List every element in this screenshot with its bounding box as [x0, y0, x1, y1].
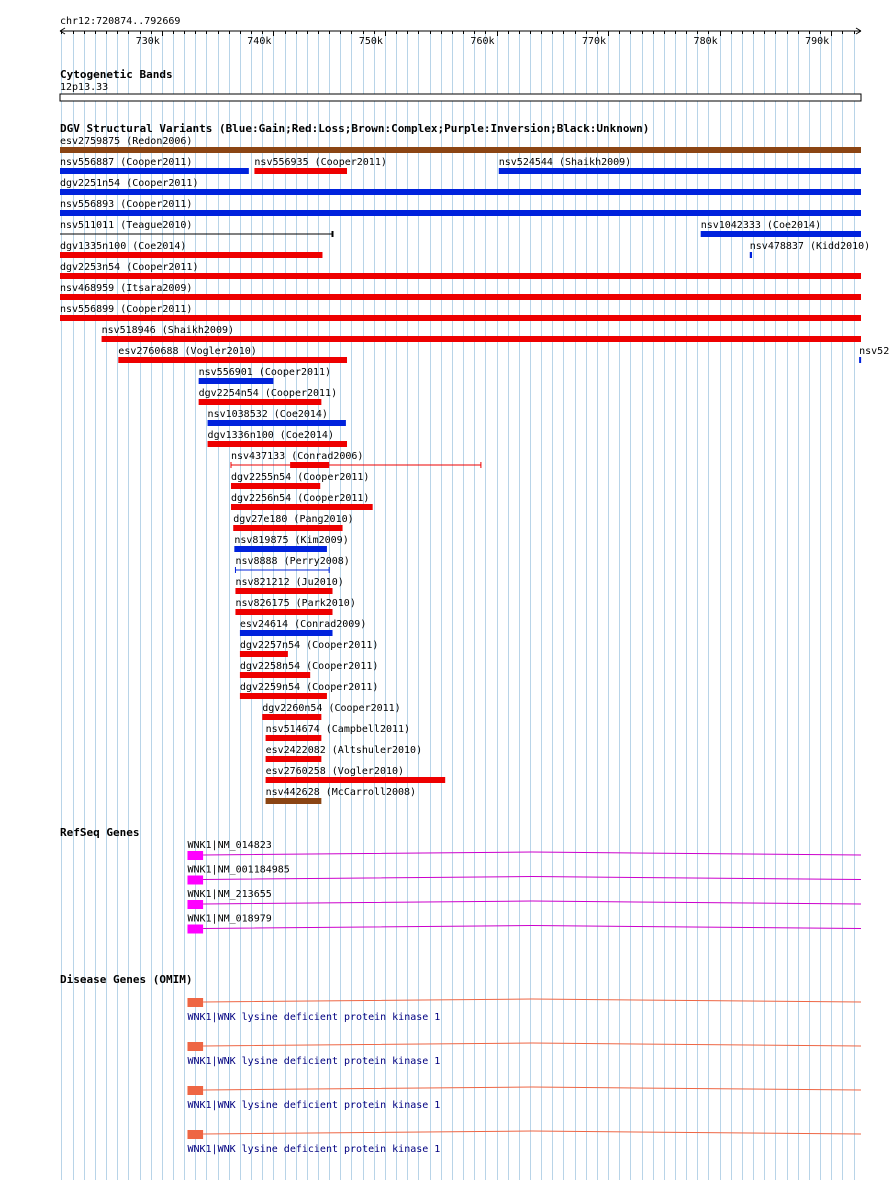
dgv-variant-bar	[254, 168, 347, 174]
ruler-tick-label: 750k	[358, 36, 383, 47]
omim-gene[interactable]	[187, 1130, 861, 1155]
refseq-transcript[interactable]	[187, 889, 861, 909]
dgv-variant[interactable]	[266, 724, 411, 741]
dgv-variant-bar	[266, 756, 322, 762]
omim-exon	[187, 998, 203, 1007]
dgv-variant[interactable]	[60, 220, 333, 237]
dgv-variant-label: nsv468959 (Itsara2009)	[60, 283, 193, 294]
cytoband-bar[interactable]	[60, 94, 861, 101]
dgv-variant-bar	[266, 777, 446, 783]
dgv-track-title: DGV Structural Variants (Blue:Gain;Red:Loss;Brown:Complex;Purple:Inversion;Black:Unknown)	[60, 122, 650, 135]
dgv-variant-bar	[199, 378, 274, 384]
omim-intron-line	[203, 1131, 861, 1134]
dgv-variant-label: esv2759875 (Redon2006)	[60, 136, 193, 147]
dgv-variant[interactable]	[235, 577, 343, 594]
refseq-intron-line	[203, 926, 861, 929]
dgv-variant-bar	[231, 483, 320, 489]
dgv-variant-label: nsv524544 (Shaikh2009)	[498, 157, 632, 168]
dgv-variant-bar	[266, 798, 322, 804]
dgv-variant-label: nsv556901 (Cooper2011)	[198, 367, 332, 378]
ruler-tick-label: 780k	[693, 36, 718, 47]
dgv-variant[interactable]	[60, 304, 861, 321]
dgv-variant[interactable]	[231, 493, 373, 510]
dgv-variant[interactable]	[240, 661, 378, 678]
dgv-variant-label: nsv514674 (Campbell2011)	[265, 724, 411, 735]
dgv-variant-bar	[499, 168, 861, 174]
dgv-variant-bar	[199, 399, 322, 405]
dgv-variant[interactable]	[266, 745, 423, 762]
dgv-variant[interactable]	[199, 388, 337, 405]
dgv-variant[interactable]	[231, 472, 369, 489]
dgv-variant-label: nsv437133 (Conrad2006)	[230, 451, 364, 462]
dgv-variant-label: nsv518946 (Shaikh2009)	[101, 325, 235, 336]
dgv-variant[interactable]	[240, 682, 378, 699]
coordinate-ruler	[60, 16, 861, 47]
refseq-intron-line	[203, 877, 861, 880]
dgv-variant-label: nsv556893 (Cooper2011)	[60, 199, 193, 210]
dgv-variant-bar	[240, 630, 333, 636]
dgv-variant[interactable]	[254, 157, 386, 174]
omim-gene[interactable]	[187, 998, 861, 1023]
cytoband-track-title: Cytogenetic Bands	[60, 68, 173, 81]
refseq-transcript-label: WNK1|NM_213655	[187, 889, 272, 900]
dgv-variant-bar	[60, 252, 322, 258]
dgv-variant-bar	[234, 546, 327, 552]
dgv-variant-bar	[60, 147, 861, 153]
dgv-variant-label: dgv2257n54 (Cooper2011)	[239, 640, 379, 651]
dgv-variant-bar	[233, 525, 342, 531]
dgv-variant-label: nsv556887 (Cooper2011)	[60, 157, 193, 168]
dgv-variant[interactable]	[233, 514, 353, 531]
dgv-variant-label: dgv2259n54 (Cooper2011)	[239, 682, 379, 693]
cytoband-label: 12p13.33	[60, 82, 109, 93]
dgv-variant-label: nsv556935 (Cooper2011)	[254, 157, 387, 168]
dgv-variant[interactable]	[240, 619, 366, 636]
dgv-variant-label: esv2422082 (Altshuler2010)	[265, 745, 423, 756]
refseq-exon	[187, 925, 203, 934]
dgv-variant[interactable]	[231, 451, 481, 468]
dgv-variant-bar	[235, 609, 332, 615]
dgv-variant[interactable]	[60, 199, 861, 216]
omim-intron-line	[203, 1043, 861, 1046]
dgv-variant[interactable]	[234, 535, 348, 552]
refseq-exon	[187, 876, 203, 885]
omim-gene[interactable]	[187, 1042, 861, 1067]
omim-track-title: Disease Genes (OMIM)	[60, 973, 193, 986]
dgv-variant-label: dgv1335n100 (Coe2014)	[60, 241, 187, 252]
dgv-variant-bar	[102, 336, 861, 342]
dgv-variant-label: dgv2255n54 (Cooper2011)	[230, 472, 370, 483]
dgv-variant-bar	[750, 252, 752, 258]
refseq-intron-line	[203, 901, 861, 904]
refseq-exon	[187, 900, 203, 909]
dgv-variant[interactable]	[60, 283, 861, 300]
omim-gene-label: WNK1|WNK lysine deficient protein kinase 1	[187, 1012, 441, 1023]
dgv-variant[interactable]	[499, 157, 861, 174]
dgv-variant-label: dgv1336n100 (Coe2014)	[207, 430, 334, 441]
dgv-variant[interactable]	[235, 556, 349, 573]
dgv-variant-label: nsv478837 (Kidd2010)	[749, 241, 871, 252]
dgv-variant-bar	[235, 588, 332, 594]
ruler-tick-label: 790k	[805, 36, 830, 47]
dgv-variant[interactable]	[60, 178, 861, 195]
dgv-variant-bar	[208, 420, 346, 426]
refseq-intron-line	[203, 852, 861, 855]
dgv-variant[interactable]	[235, 598, 355, 615]
refseq-transcript-label: WNK1|NM_018979	[187, 913, 272, 925]
ruler-tick-label: 740k	[247, 36, 272, 47]
dgv-variant-label: dgv2254n54 (Cooper2011)	[198, 388, 338, 399]
dgv-variant-label: nsv8888 (Perry2008)	[235, 556, 350, 567]
refseq-track	[60, 826, 861, 934]
dgv-variant-label: nsv556899 (Cooper2011)	[60, 304, 193, 315]
dgv-variant-bar	[208, 441, 347, 447]
omim-intron-line	[203, 1087, 861, 1090]
dgv-variant[interactable]	[208, 430, 347, 447]
dgv-variant[interactable]	[859, 346, 889, 363]
dgv-variant-label: dgv2256n54 (Cooper2011)	[230, 493, 370, 504]
dgv-variant-bar	[701, 231, 861, 237]
omim-exon	[187, 1130, 203, 1139]
omim-exon	[187, 1086, 203, 1095]
dgv-variant-label: nsv819875 (Kim2009)	[234, 535, 349, 546]
dgv-variant-bar	[859, 357, 861, 363]
dgv-variant-bar	[240, 693, 327, 699]
refseq-transcript-label: WNK1|NM_014823	[187, 840, 272, 851]
dgv-variant-label: esv2760688 (Vogler2010)	[118, 346, 257, 357]
dgv-variant-bar	[60, 294, 861, 300]
dgv-variant-bar	[60, 315, 861, 321]
omim-gene[interactable]	[187, 1086, 861, 1111]
dgv-variant-label: esv2760258 (Vogler2010)	[265, 766, 405, 777]
dgv-variant-label: dgv2260n54 (Cooper2011)	[262, 703, 401, 714]
dgv-variant-bar	[60, 210, 861, 216]
omim-track	[60, 973, 861, 1155]
dgv-variant-bar	[240, 672, 310, 678]
dgv-variant-label: nsv826175 (Park2010)	[235, 598, 356, 609]
omim-gene-label: WNK1|WNK lysine deficient protein kinase 1	[187, 1144, 441, 1155]
dgv-variant[interactable]	[199, 367, 331, 384]
dgv-variant-label: nsv1042333 (Coe2014)	[700, 220, 822, 231]
dgv-variant-label: nsv442628 (McCarroll2008)	[265, 787, 417, 798]
dgv-variant-bar	[118, 357, 347, 363]
dgv-variant-label: dgv27e180 (Pang2010)	[233, 514, 354, 525]
refseq-transcript[interactable]	[187, 914, 861, 934]
dgv-variant-bar	[231, 504, 373, 510]
dgv-variant[interactable]	[60, 262, 861, 279]
refseq-transcript[interactable]	[187, 865, 861, 885]
ruler-tick-label: 730k	[135, 36, 160, 47]
location-label: chr12:720874..792669	[60, 16, 181, 27]
dgv-variant-bar	[266, 735, 322, 741]
dgv-variant[interactable]	[208, 409, 346, 426]
ruler-tick-label: 760k	[470, 36, 495, 47]
refseq-transcript-label: WNK1|NM_001184985	[187, 864, 290, 876]
dgv-variant-label: nsv821212 (Ju2010)	[235, 577, 344, 588]
dgv-variant-label: nsv511011 (Teague2010)	[60, 220, 193, 231]
dgv-variant-label: esv24614 (Conrad2009)	[239, 619, 367, 630]
ruler-tick-label: 770k	[581, 36, 607, 47]
dgv-variant-label: nsv52	[859, 346, 890, 357]
dgv-variant-bar	[60, 189, 861, 195]
dgv-variant[interactable]	[60, 157, 249, 174]
dgv-variant-core	[290, 462, 329, 468]
dgv-variant-label: dgv2253n54 (Cooper2011)	[60, 262, 199, 273]
omim-gene-label: WNK1|WNK lysine deficient protein kinase 1	[187, 1100, 441, 1111]
dgv-variant[interactable]	[240, 640, 378, 657]
dgv-variant-label: nsv1038532 (Coe2014)	[207, 409, 328, 420]
dgv-variant-bar	[262, 714, 321, 720]
dgv-variant[interactable]	[118, 346, 347, 363]
refseq-transcript[interactable]	[187, 840, 861, 860]
omim-gene-label: WNK1|WNK lysine deficient protein kinase 1	[187, 1056, 441, 1067]
dgv-variant-bar	[240, 651, 288, 657]
dgv-variant[interactable]	[60, 241, 322, 258]
refseq-exon	[187, 851, 203, 860]
dgv-variant[interactable]	[60, 136, 861, 153]
omim-intron-line	[203, 999, 861, 1002]
dgv-variant[interactable]	[102, 325, 861, 342]
dgv-variant-bar	[60, 273, 861, 279]
dgv-variant-label: dgv2251n54 (Cooper2011)	[60, 178, 199, 189]
dgv-variant-bar	[60, 168, 249, 174]
refseq-track-title: RefSeq Genes	[60, 826, 140, 839]
dgv-variant[interactable]	[262, 703, 400, 720]
dgv-variant-label: dgv2258n54 (Cooper2011)	[239, 661, 379, 672]
omim-exon	[187, 1042, 203, 1051]
dgv-variant[interactable]	[701, 220, 861, 237]
cytoband-track	[60, 68, 861, 101]
